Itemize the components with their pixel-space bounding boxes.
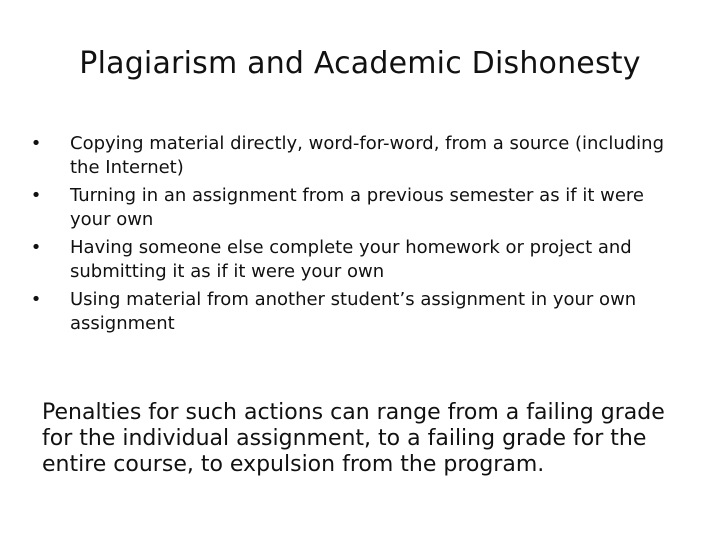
bullet-list bbox=[30, 132, 690, 340]
bullet-text: Turning in an assignment from a previous semester as if it were your own bbox=[70, 185, 645, 230]
bullet-text: Using material from another student’s assignment in your own assignment bbox=[70, 289, 637, 334]
bullet-item-4 bbox=[30, 288, 690, 336]
bullet-marker: • bbox=[30, 133, 42, 154]
bullet-item-3 bbox=[30, 236, 690, 284]
bullet-marker: • bbox=[30, 237, 42, 258]
bullet-text: Having someone else complete your homework or project and submitting it as if it were your own bbox=[70, 237, 632, 282]
bullet-marker: • bbox=[30, 289, 42, 310]
slide-title: Plagiarism and Academic Dishonesty bbox=[79, 46, 641, 81]
bullet-marker: • bbox=[30, 185, 42, 206]
bullet-item-2 bbox=[30, 184, 690, 232]
bullet-item-1 bbox=[30, 132, 690, 180]
bullet-text: Copying material directly, word-for-word, from a source (including the Internet) bbox=[70, 133, 664, 178]
penalty-paragraph: Penalties for such actions can range from a failing grade for the individual assignment, to a failing grade for the entire course, to expulsion from the program. bbox=[42, 400, 665, 477]
